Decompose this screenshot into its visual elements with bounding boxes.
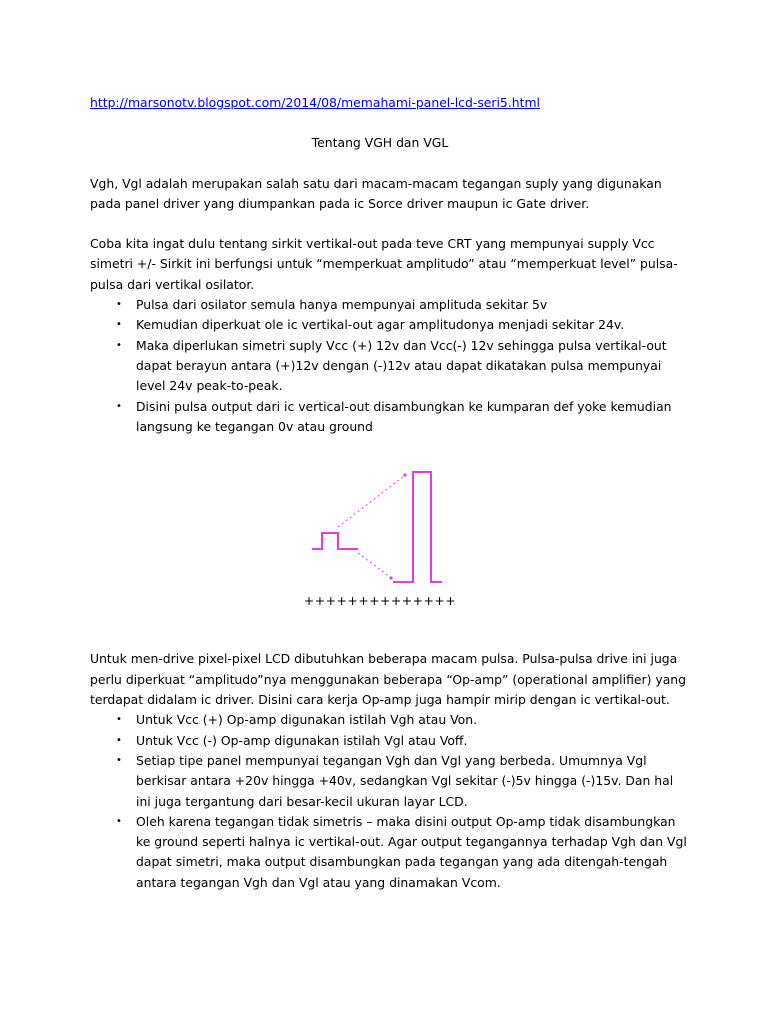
source-link[interactable]: http://marsonotv.blogspot.com/2014/08/memahami-panel-lcd-seri5.html	[90, 95, 540, 110]
document-page	[90, 93, 690, 893]
list-item	[90, 397, 690, 438]
bullet-icon: •	[116, 815, 122, 827]
projection-line-top	[338, 476, 404, 527]
list-item-text: Kemudian diperkuat ole ic vertikal-out agar amplitudonya menjadi sekitar 24v.	[136, 317, 625, 333]
arrow-head-bottom	[389, 577, 392, 580]
document-title: Tentang VGH dan VGL	[311, 135, 449, 151]
list-item-text: Oleh karena tegangan tidak simetris – maka disini output Op-amp tidak disambungkan ke ground seperti halnya ic vertikal-out. Agar output tegangannya terhadap Vgh dan Vgl dapat simetri, maka output disambungkan pada tegangan yang ada ditengah-tengah antara tegangan Vgh dan Vgl atau yang dinamakan Vcom.	[136, 813, 687, 890]
list-crt-points	[90, 295, 690, 437]
bullet-icon: •	[116, 754, 122, 766]
list-lcd-points	[90, 710, 690, 893]
pulse-diagram-svg	[308, 457, 458, 587]
list-item	[90, 315, 690, 335]
bullet-icon: •	[116, 299, 122, 311]
bullet-icon: •	[116, 734, 122, 746]
bullet-icon: •	[116, 400, 122, 412]
list-item	[90, 812, 690, 893]
list-item	[90, 751, 690, 812]
list-item-text: Disini pulsa output dari ic vertical-out disambungkan ke kumparan def yoke kemudian langsung ke tegangan 0v atau ground	[136, 398, 672, 434]
list-item	[90, 336, 690, 397]
pulse-amplification-diagram	[90, 457, 670, 587]
list-item-text: Untuk Vcc (-) Op-amp digunakan istilah Vgl atau Voff.	[136, 732, 468, 748]
large-pulse-waveform	[393, 472, 442, 582]
paragraph-crt: Coba kita ingat dulu tentang sirkit vertikal-out pada teve CRT yang mempunyai supply Vcc simetri +/- Sirkit ini berfungsi untuk “memperkuat amplitudo” atau “memperkuat level” pulsa-pulsa dari vertikal osilator.	[90, 236, 678, 292]
list-item	[90, 710, 690, 730]
arrow-head-top	[403, 474, 406, 477]
list-item-text: Maka diperlukan simetri suply Vcc (+) 12v dan Vcc(-) 12v sehingga pulsa vertikal-out dapat berayun antara (+)12v dengan (-)12v atau dapat dikatakan pulsa mempunyai level 24v peak-to-peak.	[136, 337, 667, 394]
bullet-icon: •	[116, 714, 122, 726]
paragraph-intro: Vgh, Vgl adalah merupakan salah satu dari macam-macam tegangan suply yang digunakan pada panel driver yang diumpankan pada ic Sorce driver maupun ic Gate driver.	[90, 175, 662, 211]
list-item	[90, 295, 690, 315]
list-item-text: Setiap tipe panel mempunyai tegangan Vgh dan Vgl yang berbeda. Umumnya Vgl berkisar antara +20v hingga +40v, sedangkan Vgl sekitar (-)5v hingga (-)15v. Dan hal ini juga tergantung dari besar-kecil ukuran layar LCD.	[136, 752, 674, 809]
small-pulse-waveform	[312, 533, 358, 549]
list-item-text: Pulsa dari osilator semula hanya mempunyai amplituda sekitar 5v	[136, 297, 548, 313]
separator-line: ++++++++++++++	[303, 593, 457, 609]
paragraph-lcd: Untuk men-drive pixel-pixel LCD dibutuhkan beberapa macam pulsa. Pulsa-pulsa drive ini juga perlu diperkuat “amplitudo”nya menggunakan beberapa “Op-amp” (operational amplifier) yang terdapat didalam ic driver. Disini cara kerja Op-amp juga hampir mirip dengan ic vertikal-out.	[90, 651, 687, 708]
projection-line-bottom	[358, 553, 390, 577]
list-item	[90, 731, 690, 751]
list-item-text: Untuk Vcc (+) Op-amp digunakan istilah Vgh atau Von.	[136, 712, 478, 728]
bullet-icon: •	[116, 339, 122, 351]
bullet-icon: •	[116, 319, 122, 331]
